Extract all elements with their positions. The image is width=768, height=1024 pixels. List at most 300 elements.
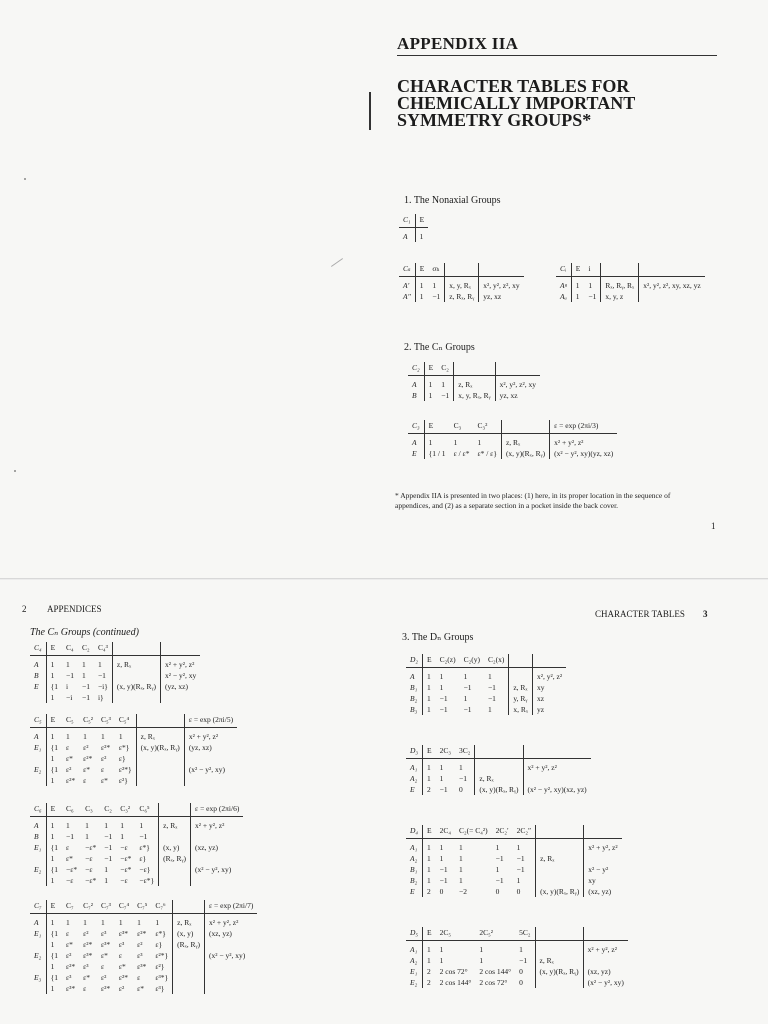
table-row [408, 434, 617, 449]
table-cell: −1 [104, 843, 113, 852]
table-cell: σₕ [428, 263, 444, 277]
table-cell: E [46, 803, 62, 817]
table-cell: ε*} [155, 929, 166, 938]
table-cell: xy [584, 875, 622, 886]
table-cell: ε [101, 962, 105, 971]
irrep-label: A′ [403, 281, 410, 290]
table-cell: −1 [487, 683, 496, 692]
table-cell: ε* [118, 962, 126, 971]
table-cell [191, 831, 244, 842]
table-cell: C₂(z) [436, 654, 460, 668]
table-row [406, 875, 622, 886]
table-cell: −1 [487, 694, 496, 703]
table-cell: 0 [519, 978, 523, 987]
appendix-header: APPENDIX IIA [397, 34, 519, 53]
table-cell: (x² − y², xy) [184, 764, 237, 775]
table-row [556, 291, 705, 302]
table-row [30, 753, 237, 764]
table-cell: 1 [588, 281, 593, 290]
table-cell: −1 [81, 682, 90, 691]
table-cell: E [46, 642, 62, 656]
table-cs [399, 263, 524, 302]
table-cell: {1 [46, 864, 62, 875]
table-row [399, 228, 428, 243]
irrep-label: E₁ [410, 967, 418, 976]
table-cell [583, 955, 628, 966]
table-cell: 1 [423, 941, 436, 956]
table-cell: −1 [432, 292, 441, 301]
table-cell: ε³*} [155, 973, 169, 982]
table-cell: 2C₂′ [492, 825, 513, 839]
table-cell [479, 263, 524, 277]
table-cell: ε² [137, 940, 143, 949]
table-cell [584, 825, 622, 839]
irrep-label [30, 961, 46, 972]
table-cell: C₃² [116, 803, 135, 817]
table-row [406, 693, 566, 704]
table-cell [112, 692, 160, 703]
table-cell: ε³* [118, 929, 129, 938]
group-symbol: Cₛ [399, 263, 415, 277]
table-cell: 2 cos 144° [479, 967, 512, 976]
table-cell: 1 [46, 831, 62, 842]
table-cell: −i} [97, 682, 108, 691]
table-cell: (x² − y², xy) [583, 977, 628, 988]
table-header-row [30, 803, 243, 817]
table-cell [159, 831, 191, 842]
table-cell: 2 [423, 784, 436, 795]
table-row [406, 773, 591, 784]
table-cell: −1 [139, 832, 148, 841]
table-cell [173, 961, 205, 972]
table-cell: x² + y², z² [550, 434, 618, 449]
table-cell [535, 977, 583, 988]
table-cell: ε* [83, 765, 91, 774]
table-cell [454, 362, 495, 376]
table-cell: C₂ [100, 803, 116, 817]
table-cell: x, y, Rₓ [445, 277, 479, 292]
table-row [406, 682, 566, 693]
table-cell: 1 [101, 918, 105, 927]
table-cell: ε² [83, 743, 89, 752]
table-cell: {1 [46, 928, 62, 939]
table-header-row [556, 263, 705, 277]
table-cell: E [423, 745, 436, 759]
table-c7 [30, 900, 257, 994]
table-cell [136, 775, 184, 786]
table-cell: ε*} [139, 843, 150, 852]
table-cell: ε* / ε} [477, 449, 497, 458]
table-cell: ε [65, 843, 70, 852]
irrep-label [30, 875, 46, 886]
table-cell: x², y², z², xy, xz, yz [639, 277, 705, 292]
table-cell: ε [118, 951, 123, 960]
table-cell: ε [83, 984, 87, 993]
table-cell: ε²* [101, 984, 111, 993]
table-cell: 1 [423, 759, 436, 774]
table-cell: z, Rₓ [454, 376, 495, 391]
table-cell: 1 [459, 876, 463, 885]
table-cell: (x, y)(Rₓ, Rᵧ) [535, 966, 583, 977]
irrep-label [30, 939, 46, 950]
table-cell [191, 853, 244, 864]
cn-continued-heading: The Cₙ Groups (continued) [30, 627, 139, 638]
table-cell: 1 [424, 376, 437, 391]
group-symbol: C₃ [408, 420, 424, 434]
table-cell: x, y, Rₓ, Rᵧ [454, 390, 495, 401]
group-symbol: C₆ [30, 803, 46, 817]
table-cell: ε [65, 743, 70, 752]
table-cell: 2C₃ [436, 745, 455, 759]
table-cell: −1 [495, 876, 504, 885]
irrep-label: B₁ [410, 683, 418, 692]
table-cell: yz, xz [479, 291, 524, 302]
table-cell: −1 [97, 671, 106, 680]
table-cell [161, 642, 201, 656]
table-cell: 1 [118, 918, 123, 927]
table-cell: E [415, 263, 428, 277]
table-cell: −1 [441, 391, 450, 400]
table-d3 [406, 745, 591, 795]
table-cell [112, 642, 160, 656]
table-cell: −1 [516, 865, 525, 874]
table-cell: 1 [120, 832, 124, 841]
table-row [30, 692, 200, 703]
table-cell: C₇ [62, 900, 79, 914]
table-cell: (x² − y², xy)(yz, xz) [550, 448, 618, 459]
table-cell: x² + y², z² [184, 728, 237, 743]
table-cell [173, 950, 205, 961]
table-cell [184, 753, 237, 764]
table-cell: −1 [439, 865, 448, 874]
table-row [406, 941, 628, 956]
table-cell: y, Rᵧ [509, 693, 533, 704]
irrep-label: Aᵤ [560, 292, 567, 301]
table-cell: ε²} [155, 962, 165, 971]
table-cell [173, 972, 205, 983]
table-cell: 1 [424, 434, 449, 449]
table-cell: ε² [101, 973, 107, 982]
table-cell: 1 [495, 843, 500, 852]
footnote-line-2: appendices, and (2) as a separate section in a pocket inside the back cover. [395, 501, 619, 510]
table-cell: i} [97, 693, 104, 702]
table-cell: i [65, 682, 69, 691]
table-cell: 2 [423, 886, 436, 897]
table-row [406, 955, 628, 966]
table-cell: 1 [439, 763, 444, 772]
table-cell: 1 [65, 732, 70, 741]
table-cell: ε [83, 776, 87, 785]
table-header-row [399, 214, 428, 228]
table-cell: z, Rₓ [173, 914, 205, 929]
table-cell: E [423, 927, 436, 941]
table-cell: 1 [423, 704, 436, 715]
irrep-label: E [412, 449, 417, 458]
table-cell: 3C₂ [455, 745, 475, 759]
group-symbol: C₇ [30, 900, 46, 914]
table-cell [639, 263, 705, 277]
table-cell: 1 [423, 839, 436, 854]
table-cell: i [584, 263, 600, 277]
table-cell [136, 714, 184, 728]
table-cell: 1 [85, 821, 89, 830]
table-cell: −1 [519, 956, 528, 965]
title-line-2: CHEMICALLY IMPORTANT [397, 93, 636, 113]
table-cell: 2C₅ [436, 927, 476, 941]
table-cell: ε²*} [118, 765, 132, 774]
irrep-label: E [410, 785, 415, 794]
table-header-row [30, 900, 257, 914]
table-cell: ε = exp (2πi/7) [205, 900, 258, 914]
table-cell: x² + y², z² [523, 759, 591, 774]
irrep-label: B₂ [410, 876, 418, 885]
table-cell: −1 [65, 832, 74, 841]
table-cell: 1 [479, 956, 484, 965]
table-cell: ε²* [83, 754, 93, 763]
table-cell: ε* [65, 940, 73, 949]
table-cell: 1 [495, 865, 500, 874]
table-cell: 1 [571, 277, 584, 292]
irrep-label: A [412, 380, 417, 389]
table-cell: (x, y) [159, 842, 191, 853]
table-cell: 1 [459, 763, 463, 772]
table-cell [184, 775, 237, 786]
table-cell: −1 [65, 671, 74, 680]
table-cell: {1 [46, 972, 62, 983]
table-cell: C₄³ [94, 642, 112, 656]
table-header-row [408, 420, 617, 434]
irrep-label: A″ [403, 292, 411, 301]
table-cell: ε²* [118, 973, 129, 982]
table-cell: ε³ [118, 940, 125, 949]
table-cell: −ε [85, 865, 93, 874]
table-cell: (x, y)(Rₓ, Rᵧ) [112, 681, 160, 692]
table-row [30, 831, 243, 842]
table-ci [556, 263, 705, 302]
table-cell: ε³ [83, 962, 89, 971]
table-row [406, 668, 566, 683]
table-cell [584, 853, 622, 864]
table-cell: 1 [439, 956, 444, 965]
table-cell: C₂ [437, 362, 453, 376]
table-cell: x, Rₓ [509, 704, 533, 715]
irrep-label: A [34, 821, 39, 830]
table-cell: 1 [120, 821, 124, 830]
table-cell [205, 961, 258, 972]
table-cell: x², y², z², xy [495, 376, 540, 391]
table-cell [445, 263, 479, 277]
irrep-label: B [34, 671, 39, 680]
table-cell: 1 [423, 875, 436, 886]
table-row [406, 704, 566, 715]
table-cell [173, 983, 205, 994]
irrep-label: A [34, 660, 39, 669]
table-cell: 1 [118, 732, 123, 741]
table-cell: E [46, 900, 62, 914]
table-row [30, 864, 243, 875]
irrep-label: A₁ [410, 763, 418, 772]
table-cell: (xz, yz) [583, 966, 628, 977]
table-cell: (x, y)(Rₓ, Rᵧ) [475, 784, 523, 795]
table-row [30, 950, 257, 961]
table-cell: (x, y) [173, 928, 205, 939]
table-cell: z, Rₓ [536, 853, 584, 864]
table-cell [159, 875, 191, 886]
table-cell: 2 cos 72° [439, 967, 468, 976]
table-cell: ε² [118, 984, 125, 993]
table-cell: 1 [139, 821, 144, 830]
table-header-row [406, 654, 566, 668]
table-cell: 1 [46, 817, 62, 832]
table-cell: −1 [516, 854, 525, 863]
table-cell [509, 668, 533, 683]
table-cell: 1 [46, 875, 62, 886]
table-cell: 1 [439, 945, 444, 954]
group-symbol: D₂ [406, 654, 423, 668]
group-symbol: Cᵢ [556, 263, 571, 277]
table-cell: C₃ [81, 803, 100, 817]
table-cell: ε / ε* [453, 449, 470, 458]
table-cell [639, 291, 705, 302]
table-cell: x, y, z [601, 291, 639, 302]
table-cell [475, 759, 523, 774]
table-cell [205, 972, 258, 983]
irrep-label: E₃ [34, 973, 42, 982]
table-cell: yz, xz [495, 390, 540, 401]
table-cell: ε²* [65, 776, 76, 785]
table-cell: C₄ [62, 642, 78, 656]
right-page-number: 3 [703, 609, 708, 619]
table-cell: 1 [423, 682, 436, 693]
table-cell: 1 [104, 865, 109, 874]
table-cell: (x² − y², xy) [205, 950, 258, 961]
scan-speck [24, 178, 26, 180]
table-cell: 1 [439, 774, 444, 783]
irrep-label: A₂ [410, 956, 418, 965]
table-cell: −ε} [139, 865, 151, 874]
table-cell: −ε [85, 854, 93, 863]
table-cell: 0 [519, 967, 523, 976]
table-row [408, 376, 540, 391]
table-cell: −ε*} [139, 876, 155, 885]
group-symbol: D₃ [406, 745, 423, 759]
table-d5 [406, 927, 628, 988]
table-header-row [399, 263, 524, 277]
irrep-label: E₂ [34, 951, 42, 960]
table-cell: ε* [65, 754, 73, 763]
table-row [30, 775, 237, 786]
dn-heading: 3. The Dₙ Groups [402, 632, 474, 643]
table-cell: 1 [97, 660, 102, 669]
right-running-header: CHARACTER TABLES [595, 609, 685, 619]
table-row [406, 966, 628, 977]
table-cell: xz [533, 693, 567, 704]
table-cell: 1 [104, 876, 109, 885]
table-cell: z, Rₓ [159, 817, 191, 832]
footnote-line-1: * Appendix IIA is presented in two places: (1) here, in its proper location in the sequence of [395, 491, 671, 500]
table-cell: −1 [463, 705, 472, 714]
table-header-row [406, 927, 628, 941]
table-cell: ε²*} [155, 951, 169, 960]
table-cell: 1 [46, 692, 62, 703]
irrep-label: E₂ [34, 765, 42, 774]
table-cell: {1 [46, 742, 62, 753]
table-header-row [408, 362, 540, 376]
table-cell: 0 [495, 887, 500, 896]
table-cell: ε} [155, 940, 163, 949]
irrep-label: B₃ [410, 705, 418, 714]
table-cell: ε} [118, 754, 126, 763]
table-row [30, 853, 243, 864]
table-row [30, 928, 257, 939]
table-cell: −ε* [85, 876, 97, 885]
table-cell: z, Rₓ [535, 955, 583, 966]
irrep-label [30, 983, 46, 994]
table-cell: 1 [46, 670, 62, 681]
table-cell: {1 [46, 842, 62, 853]
irrep-label [30, 775, 46, 786]
left-page-number: 2 [22, 604, 27, 614]
table-cell: xy [533, 682, 567, 693]
table-cell: 1 [479, 945, 484, 954]
table-cell: −ε* [85, 843, 97, 852]
table-cell: 1 [85, 832, 89, 841]
table-cell [583, 927, 628, 941]
table-cell: C₂ [78, 642, 94, 656]
table-cell: ε [65, 929, 70, 938]
table-row [30, 728, 237, 743]
table-c4 [30, 642, 200, 703]
irrep-label: E₂ [410, 978, 418, 987]
table-cell: 0 [439, 887, 444, 896]
table-cell: 1 [439, 672, 444, 681]
table-cell: C₂(x) [484, 654, 509, 668]
table-cell: 5C₂ [515, 927, 535, 941]
table-cell: x² + y², z² [191, 817, 244, 832]
table-cell: z, Rₓ [136, 728, 184, 743]
group-symbol: D₅ [406, 927, 423, 941]
irrep-label: B [412, 391, 417, 400]
table-row [30, 670, 200, 681]
irrep-label: E₂ [34, 865, 42, 874]
table-cell: ε²* [65, 962, 76, 971]
table-cell: 1 [441, 380, 445, 389]
table-cell: x² + y², z² [583, 941, 628, 956]
irrep-label: Aᵍ [560, 281, 567, 290]
table-cell [495, 362, 540, 376]
table-cell: (yz, xz) [161, 681, 201, 692]
table-cell [173, 900, 205, 914]
table-cell [536, 875, 584, 886]
page-2-spread-scan [0, 580, 768, 1024]
table-cell: ε* [137, 984, 145, 993]
title-line-3: SYMMETRY GROUPS* [397, 110, 592, 130]
table-cell: 1 [459, 865, 463, 874]
table-cell: 2 [423, 977, 436, 988]
table-cell: 1 [487, 672, 492, 681]
table-cell: 1 [423, 853, 436, 864]
irrep-label: E₁ [34, 843, 42, 852]
table-row [30, 742, 237, 753]
table-cell: C₂(y) [460, 654, 484, 668]
irrep-label: E₁ [34, 929, 42, 938]
table-cell: −1 [463, 683, 472, 692]
table-cell: ε² [101, 754, 107, 763]
table-cell: 2 cos 72° [479, 978, 508, 987]
irrep-label: A₂ [410, 774, 418, 783]
table-cell: ε²* [137, 929, 147, 938]
table-d2 [406, 654, 566, 715]
